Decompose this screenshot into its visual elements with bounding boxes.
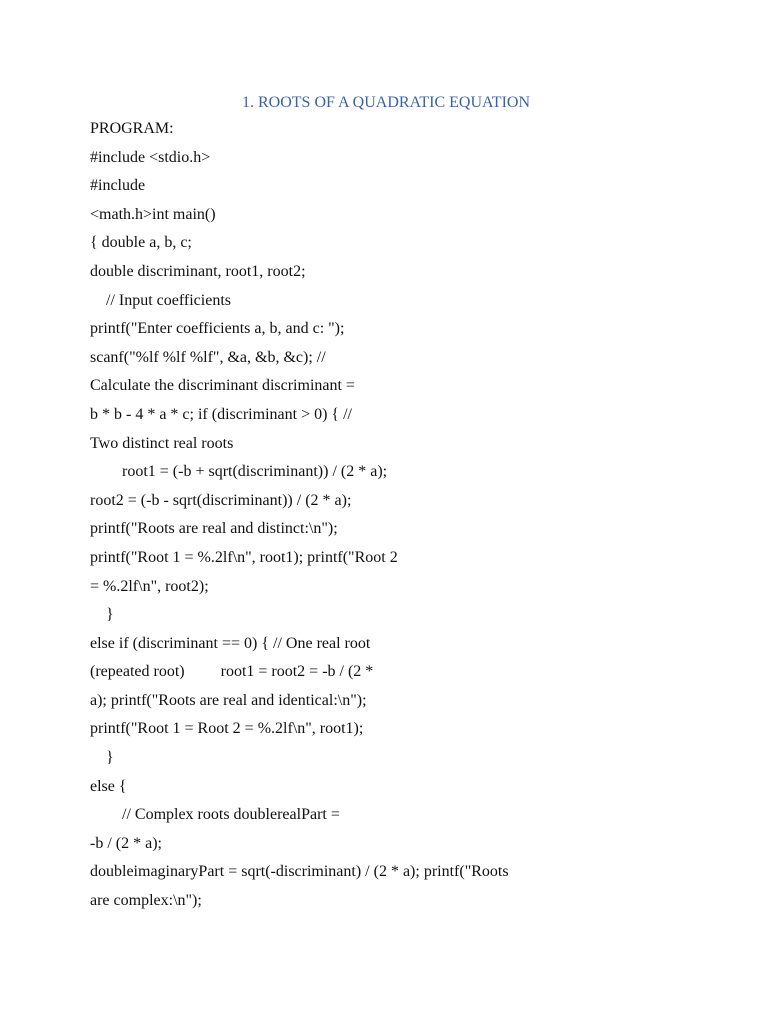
text-line: = %.2lf\n", root2); <box>90 577 209 595</box>
page-title: 1. ROOTS OF A QUADRATIC EQUATION <box>241 94 530 111</box>
text-line: double discriminant, root1, root2; <box>90 262 306 280</box>
text-line: are complex:\n"); <box>90 892 202 910</box>
text-line: Calculate the discriminant discriminant = <box>90 377 355 395</box>
text-line: root1 = (-b + sqrt(discriminant)) / (2 * a); <box>90 463 388 481</box>
text-line: printf("Enter coefficients a, b, and c: "); <box>90 320 345 338</box>
text-line: (repeated root) root1 = root2 = -b / (2 * <box>90 663 374 681</box>
text-line: #include <box>90 177 146 195</box>
text-line: -b / (2 * a); <box>90 834 162 852</box>
program-text <box>90 115 730 916</box>
text-line: #include <stdio.h> <box>90 148 211 166</box>
text-line: else { <box>90 777 127 795</box>
text-line: } <box>90 606 114 624</box>
text-line: // Complex roots doublerealPart = <box>90 806 340 824</box>
text-line: { double a, b, c; <box>90 234 192 252</box>
text-line: a); printf("Roots are real and identical:\n"); <box>90 691 367 709</box>
text-line: printf("Roots are real and distinct:\n"); <box>90 520 338 538</box>
text-line: printf("Root 1 = Root 2 = %.2lf\n", root1); <box>90 720 364 738</box>
text-line: doubleimaginaryPart = sqrt(-discriminant) / (2 * a); printf("Roots <box>90 863 509 881</box>
text-line: root2 = (-b - sqrt(discriminant)) / (2 * a); <box>90 491 352 509</box>
text-line: scanf("%lf %lf %lf", &a, &b, &c); // <box>90 348 326 366</box>
text-line: PROGRAM: <box>90 120 174 137</box>
text-line: } <box>90 749 114 767</box>
text-line: // Input coefficients <box>90 291 231 309</box>
text-line: printf("Root 1 = %.2lf\n", root1); printf("Root 2 <box>90 548 398 566</box>
text-line: b * b - 4 * a * c; if (discriminant > 0) { // <box>90 405 352 423</box>
text-line: else if (discriminant == 0) { // One real root <box>90 634 371 652</box>
text-line: Two distinct real roots <box>90 434 234 452</box>
text-line: <math.h>int main() <box>90 205 216 223</box>
